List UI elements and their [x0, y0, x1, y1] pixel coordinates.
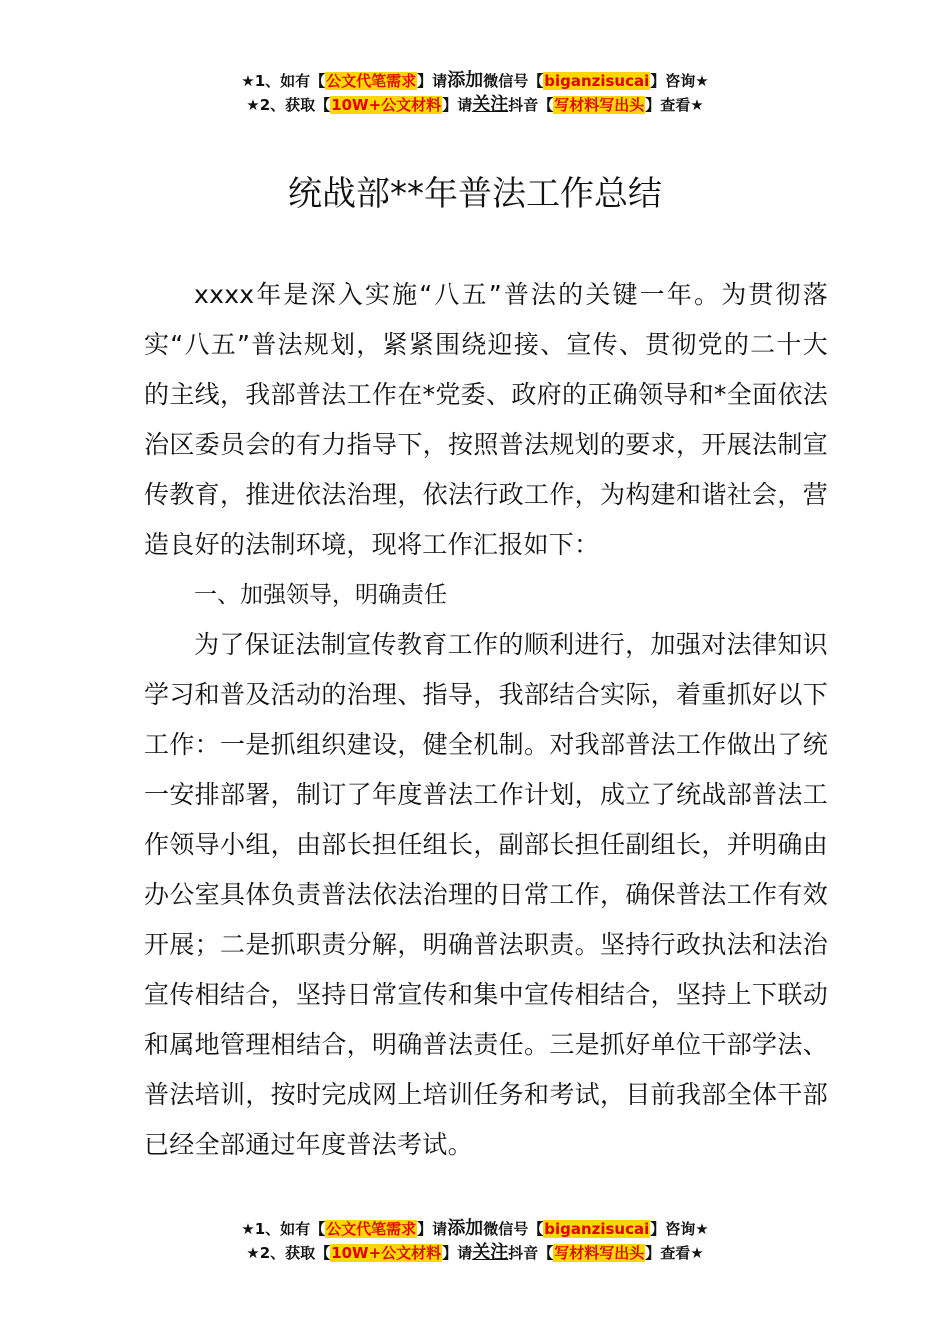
banner-emphasis: 添加: [447, 70, 484, 91]
banner-text: 】查看★: [645, 96, 704, 114]
banner-highlight: 10W+公文材料: [331, 96, 442, 114]
document-title: 统战部**年普法工作总结: [288, 174, 662, 214]
banner-highlight: 写材料写出头: [554, 1244, 645, 1262]
banner-highlight: biganzisucai: [544, 1220, 650, 1238]
banner-text: ★1、如有【: [241, 72, 326, 90]
banner-highlight: 公文代笔需求: [326, 72, 417, 90]
banner-line-1: [0, 1217, 950, 1241]
banner-text: 】请: [417, 72, 448, 90]
banner-highlight: 公文代笔需求: [326, 1220, 417, 1238]
banner-emphasis: 关注: [472, 94, 509, 115]
banner-text: 微信号【: [483, 1220, 544, 1238]
document-body: [144, 270, 828, 1170]
banner-text: 】咨询★: [650, 1220, 709, 1238]
banner-highlight: 写材料写出头: [554, 96, 645, 114]
banner-text: 抖音【: [508, 1244, 554, 1262]
paragraph-section-1: 为了保证法制宣传教育工作的顺利进行，加强对法律知识学习和普及活动的治理、指导，我部结合实际，着重抓好以下工作：一是抓组织建设，健全机制。对我部普法工作做出了统一安排部署，制订了年度普法工作计划，成立了统战部普法工作领导小组，由部长担任组长，副部长担任副组长，并明确由办公室具体负责普法依法治理的日常工作，确保普法工作有效开展；二是抓职责分解，明确普法职责。坚持行政执法和法治宣传相结合，坚持日常宣传和集中宣传相结合，坚持上下联动和属地管理相结合，明确普法责任。三是抓好单位干部学法、普法培训，按时完成网上培训任务和考试，目前我部全体干部已经全部通过年度普法考试。: [144, 630, 828, 1159]
banner-emphasis: 添加: [447, 1218, 484, 1239]
banner-text: 】咨询★: [650, 72, 709, 90]
banner-text: ★1、如有【: [241, 1220, 326, 1238]
banner-text: 】请: [442, 96, 473, 114]
section-heading-1: 一、加强领导，明确责任: [194, 582, 447, 608]
banner-text: 】请: [442, 1244, 473, 1262]
header-banner: [0, 69, 950, 117]
banner-highlight: 10W+公文材料: [331, 1244, 442, 1262]
banner-text: 】请: [417, 1220, 448, 1238]
banner-line-2: [0, 1241, 950, 1265]
banner-emphasis: 关注: [472, 1242, 509, 1263]
banner-text: 】查看★: [645, 1244, 704, 1262]
banner-text: 抖音【: [508, 96, 554, 114]
banner-text: ★2、获取【: [246, 96, 331, 114]
banner-text: 微信号【: [483, 72, 544, 90]
banner-text: ★2、获取【: [246, 1244, 331, 1262]
footer-banner: [0, 1217, 950, 1265]
banner-line-2: [0, 93, 950, 117]
banner-highlight: biganzisucai: [544, 72, 650, 90]
banner-line-1: [0, 69, 950, 93]
paragraph-intro: xxxx年是深入实施“八五”普法的关键一年。为贯彻落实“八五”普法规划，紧紧围绕迎接、宣传、贯彻党的二十大的主线，我部普法工作在*党委、政府的正确领导和*全面依法治区委员会的有力指导下，按照普法规划的要求，开展法制宣传教育，推进依法治理，依法行政工作，为构建和谐社会，营造良好的法制环境，现将工作汇报如下：: [144, 280, 828, 559]
